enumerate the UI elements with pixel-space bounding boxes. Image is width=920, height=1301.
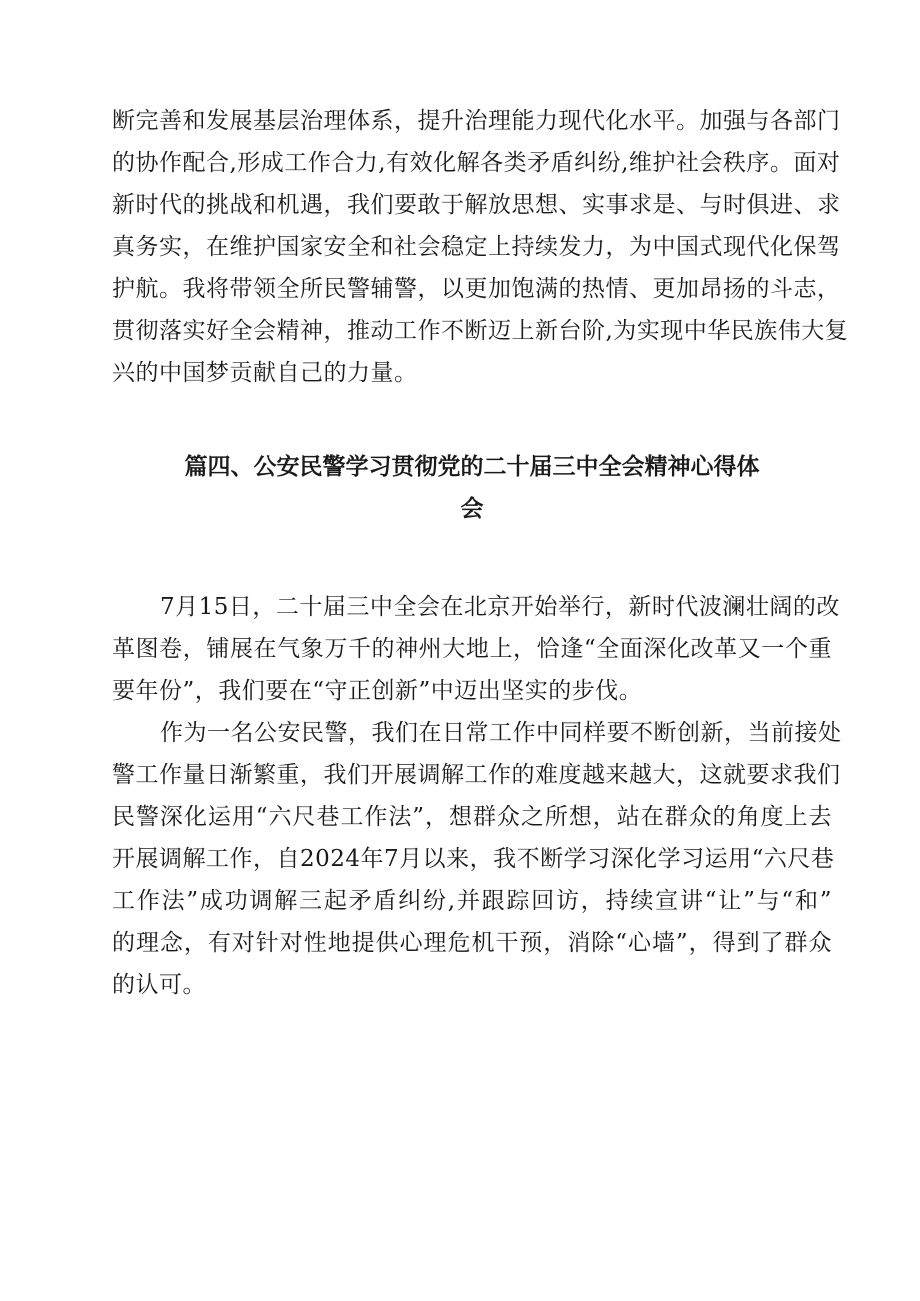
text-line: 断完善和发展基层治理体系，提升治理能力现代化水平。加强与各部门 xyxy=(112,108,841,134)
text-line: 7月15日，二十届三中全会在北京开始举行，新时代波澜壮阔的改 xyxy=(160,594,840,620)
continuation-paragraph xyxy=(112,100,849,394)
text-line: 真务实，在维护国家安全和社会稳定上持续发力，为中国式现代化保驾 xyxy=(112,234,841,260)
heading-line: 篇四、公安民警学习贯彻党的二十届三中全会精神心得体 xyxy=(184,453,760,480)
heading-line: 会 xyxy=(460,495,484,522)
text-line: 的理念，有对针对性地提供心理危机干预，消除“心墙”，得到了群众 xyxy=(112,930,832,956)
text-line: 的认可。 xyxy=(112,972,206,998)
text-line: 的协作配合,形成工作合力,有效化解各类矛盾纠纷,维护社会秩序。面对 xyxy=(112,150,841,176)
text-line: 新时代的挑战和机遇，我们要敢于解放思想、实事求是、与时俱进、求 xyxy=(112,192,841,218)
text-line: 工作法”成功调解三起矛盾纠纷,并跟踪回访，持续宣讲“让”与“和” xyxy=(112,888,832,914)
text-line: 革图卷，铺展在气象万千的神州大地上，恰逢“全面深化改革又一个重 xyxy=(112,636,832,662)
text-line: 贯彻落实好全会精神，推动工作不断迈上新台阶,为实现中华民族伟大复 xyxy=(112,318,849,344)
text-line: 警工作量日渐繁重，我们开展调解工作的难度越来越大，这就要求我们 xyxy=(112,762,841,788)
text-line: 民警深化运用“六尺巷工作法”，想群众之所想，站在群众的角度上去 xyxy=(112,804,832,830)
section-heading xyxy=(112,446,832,530)
paragraph-1 xyxy=(112,586,840,712)
text-line: 要年份”，我们要在“守正创新”中迈出坚实的步伐。 xyxy=(112,678,643,704)
text-line: 护航。我将带领全所民警辅警，以更加饱满的热情、更加昂扬的斗志， xyxy=(112,276,841,302)
text-line: 开展调解工作，自2024年7月以来，我不断学习深化学习运用“六尺巷 xyxy=(112,846,835,872)
text-line: 兴的中国梦贡献自己的力量。 xyxy=(112,360,418,386)
paragraph-2 xyxy=(112,712,842,1006)
text-line: 作为一名公安民警，我们在日常工作中同样要不断创新，当前接处 xyxy=(160,720,842,746)
